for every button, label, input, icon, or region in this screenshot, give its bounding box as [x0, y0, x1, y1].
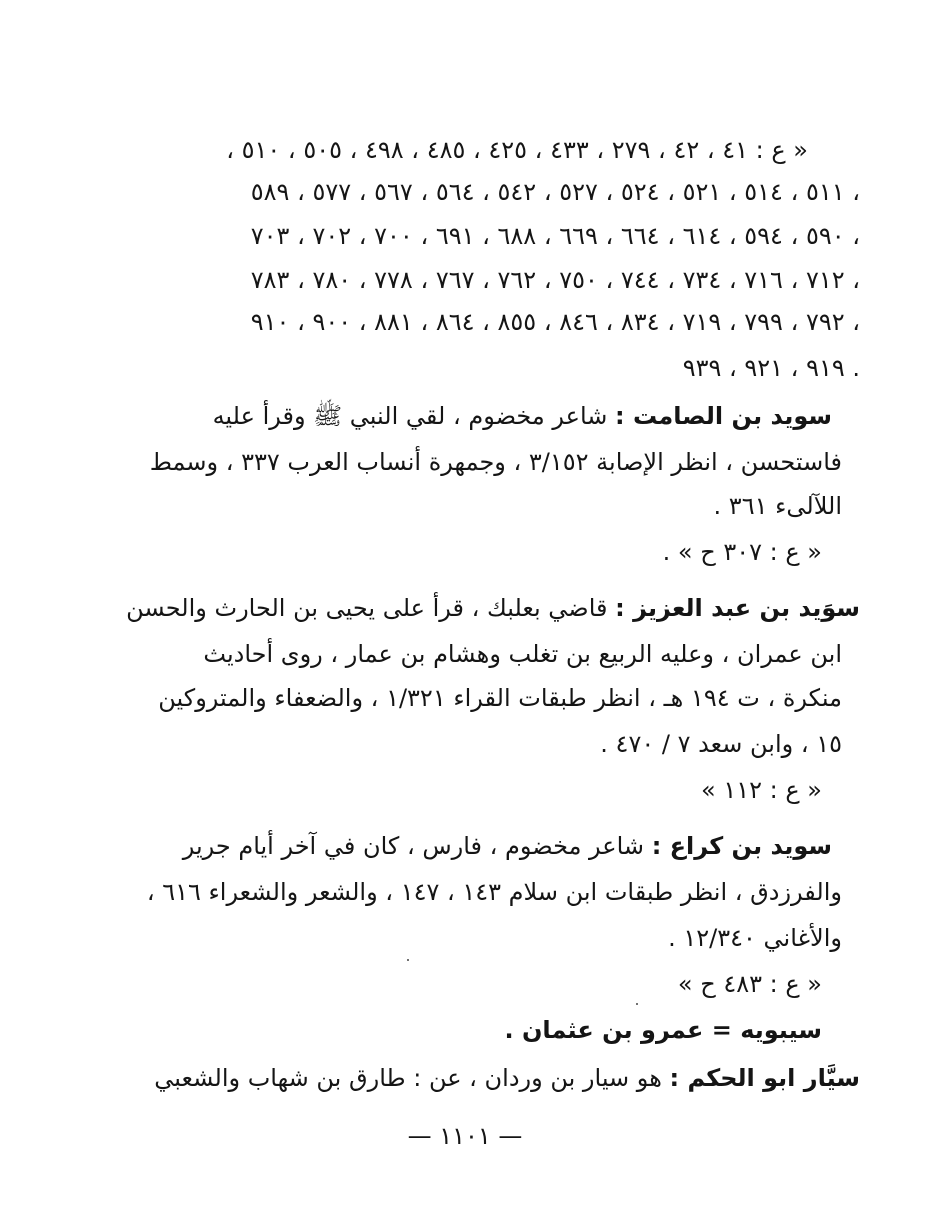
entry-suwayd-abdalaziz-ref: « ع : ١١٢ »	[701, 776, 822, 804]
entry-heading: سيَّار ابو الحكم :	[669, 1064, 860, 1092]
ref-list-line-2: ٥١١ ، ٥١٤ ، ٥٢١ ، ٥٢٤ ، ٥٢٧ ، ٥٤٢ ، ٥٦٤ ، ٥٦٧ ، ٥٧٧ ، ٥٨٩ ،	[250, 178, 860, 206]
entry-suwayd-kura-line-2: والفرزدق ، انظر طبقات ابن سلام ١٤٣ ، ١٤٧ ، والشعر والشعراء ٦١٦ ،	[146, 878, 842, 906]
scan-speck	[407, 959, 409, 961]
ref-list-line-5: ٧٩٢ ، ٧٩٩ ، ٧١٩ ، ٨٣٤ ، ٨٤٦ ، ٨٥٥ ، ٨٦٤ ، ٨٨١ ، ٩٠٠ ، ٩١٠ ،	[250, 308, 860, 336]
entry-suwayd-abdalaziz-line-2: ابن عمران ، وعليه الربيع بن تغلب وهشام بن عمار ، روى أحاديث	[203, 640, 842, 668]
entry-sibawayh: سيبويه = عمرو بن عثمان .	[504, 1016, 822, 1044]
entry-suwayd-samit-line-1	[213, 404, 832, 428]
entry-heading: سوَيد بن عبد العزيز :	[615, 594, 860, 622]
entry-text: شاعر مخضوم ، لقي النبي ﷺ وقرأ عليه	[212, 402, 608, 430]
entry-suwayd-kura-line-1	[183, 834, 832, 858]
entry-suwayd-abdalaziz-line-3: منكرة ، ت ١٩٤ هـ ، انظر طبقات القراء ١/٣٢١ ، والضعفاء والمتروكين	[158, 684, 842, 712]
ref-list-line-4: ٧١٢ ، ٧١٦ ، ٧٣٤ ، ٧٤٤ ، ٧٥٠ ، ٧٦٢ ، ٧٦٧ ، ٧٧٨ ، ٧٨٠ ، ٧٨٣ ،	[250, 266, 860, 294]
entry-suwayd-samit-ref: « ع : ٣٠٧ ح » .	[662, 538, 822, 566]
entry-heading: سويد بن الصامت :	[615, 402, 832, 430]
page-number: — ١١٠١ —	[407, 1122, 523, 1150]
entry-text: قاضي بعلبك ، قرأ على يحيى بن الحارث والحسن	[126, 594, 608, 622]
entry-suwayd-kura-ref: « ع : ٤٨٣ ح »	[677, 970, 822, 998]
entry-heading: سويد بن كراع :	[651, 832, 832, 860]
ref-list-line-1: « ع : ٤١ ، ٤٢ ، ٢٧٩ ، ٤٣٣ ، ٤٢٥ ، ٤٨٥ ، ٤٩٨ ، ٥٠٥ ، ٥١٠ ،	[226, 136, 808, 164]
entry-suwayd-abdalaziz-line-4: ١٥ ، وابن سعد ٧ / ٤٧٠ .	[600, 730, 842, 758]
ref-list-line-3: ٥٩٠ ، ٥٩٤ ، ٦١٤ ، ٦٦٤ ، ٦٦٩ ، ٦٨٨ ، ٦٩١ ، ٧٠٠ ، ٧٠٢ ، ٧٠٣ ،	[250, 222, 860, 250]
entry-suwayd-kura-line-3: والأغاني ١٢/٣٤٠ .	[668, 924, 842, 952]
scan-speck	[636, 1003, 638, 1005]
entry-sayyar-line-1	[154, 1066, 860, 1090]
entry-text: شاعر مخضوم ، فارس ، كان في آخر أيام جرير	[182, 832, 645, 860]
entry-suwayd-samit-line-2: فاستحسن ، انظر الإصابة ٣/١٥٢ ، وجمهرة أنساب العرب ٣٣٧ ، وسمط	[149, 448, 842, 476]
entry-suwayd-abdalaziz-line-1	[126, 596, 860, 620]
ref-list-line-6: ٩١٩ ، ٩٢١ ، ٩٣٩ .	[682, 354, 860, 382]
entry-suwayd-samit-line-3: اللآلىء ٣٦١ .	[713, 492, 842, 520]
entry-text: هو سيار بن وردان ، عن : طارق بن شهاب والشعبي	[154, 1064, 662, 1092]
